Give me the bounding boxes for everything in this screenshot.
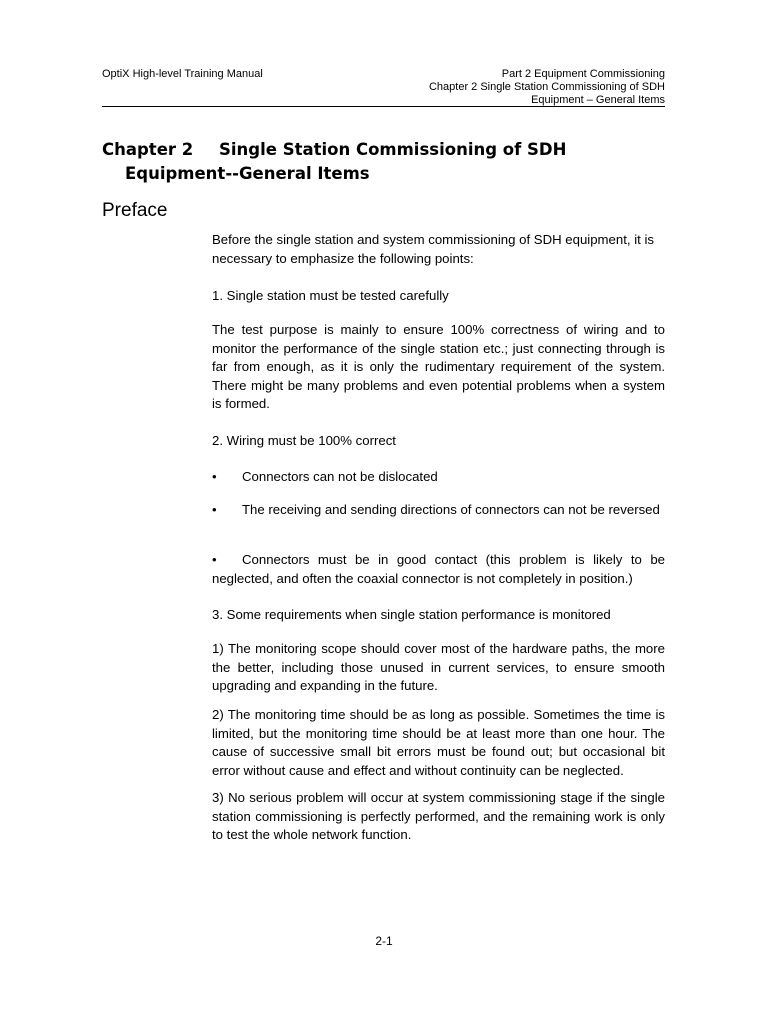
bullet-item: [212, 551, 665, 588]
bullet-text: Connectors can not be dislocated: [242, 469, 438, 484]
running-header-left: OptiX High-level Training Manual: [102, 68, 263, 80]
header-part: Part 2 Equipment Commissioning: [501, 68, 665, 80]
requirement-paragraph: 3) No serious problem will occur at system commissioning stage if the single station commissioning is perfectly performed, and the remaining work is only to test the whole network function.: [212, 790, 665, 842]
header-chapter-line2: Equipment – General Items: [531, 94, 665, 106]
bullet-item: [212, 501, 665, 520]
requirement-paragraph: 2) The monitoring time should be as long as possible. Sometimes the time is limited, but the monitoring time should be at least more than one hour. The cause of successive small bit errors must be found out; but occasional bit error without cause and effect and without continuity can be neglected.: [212, 707, 665, 778]
header-divider: [102, 106, 665, 107]
running-header-right: [429, 68, 665, 107]
chapter-number: Chapter 2: [102, 140, 194, 159]
bullet-icon: •: [212, 552, 217, 567]
chapter-title-line2: Equipment--General Items: [125, 164, 370, 183]
point1-heading: 1. Single station must be tested carefully: [212, 288, 449, 303]
bullet-text: Connectors must be in good contact (this problem is likely to be neglected, and often the coaxial connector is not completely in position.): [212, 552, 665, 586]
bullet-icon: •: [212, 502, 217, 517]
chapter-title: [102, 138, 622, 186]
bullet-icon: •: [212, 469, 217, 484]
page-number: 2-1: [375, 934, 393, 948]
point1-paragraph: The test purpose is mainly to ensure 100% correctness of wiring and to monitor the performance of the single station etc.; just connecting through is far from enough, as it is only the rudimentary requirement of the system. There might be many problems and even potential problems when a system is formed.: [212, 322, 665, 411]
header-chapter-line1: Chapter 2 Single Station Commissioning of SDH: [428, 81, 665, 93]
bullet-item: [212, 468, 665, 487]
point2-heading: 2. Wiring must be 100% correct: [212, 433, 396, 448]
bullet-text: The receiving and sending directions of connectors can not be reversed: [242, 502, 660, 517]
section-heading: Preface: [102, 200, 168, 221]
point3-heading: 3. Some requirements when single station performance is monitored: [212, 607, 611, 622]
chapter-title-line1: Single Station Commissioning of SDH: [219, 140, 567, 159]
requirement-paragraph: 1) The monitoring scope should cover most of the hardware paths, the more the better, including those unused in current services, to ensure smooth upgrading and expanding in the future.: [212, 641, 665, 693]
intro-paragraph: Before the single station and system commissioning of SDH equipment, it is necessary to emphasize the following points:: [212, 232, 654, 266]
